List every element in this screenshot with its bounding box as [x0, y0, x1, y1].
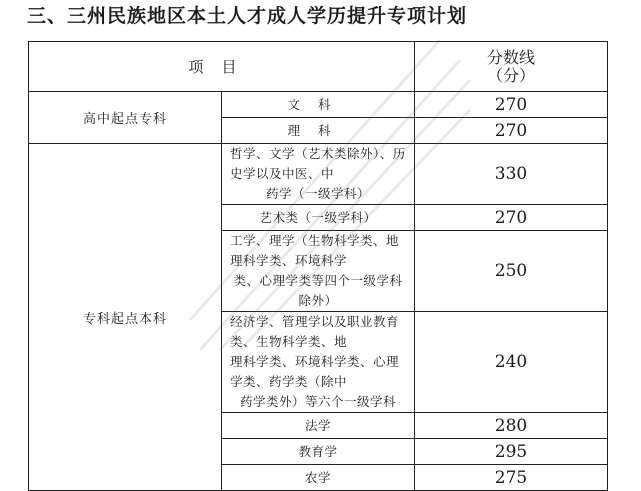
score-cell: 240 — [415, 312, 608, 413]
score-table — [28, 41, 608, 491]
subject-cell — [222, 144, 415, 205]
subject-line: 理科学类、环境科学类、心理学类、药学类（除中 — [230, 354, 400, 389]
table-row — [29, 144, 608, 205]
header-item-cell: 项目 — [29, 42, 415, 92]
subject-line: 类、心理学类等四个一级学科除外） — [233, 273, 403, 308]
subject-line: 哲学、文学（艺术类除外）、历史学以及中医、中 — [230, 146, 406, 181]
category-cell: 高中起点专科 — [29, 92, 222, 144]
header-score-cell — [415, 42, 608, 92]
score-cell: 275 — [415, 465, 608, 491]
subject-cell: 农学 — [222, 465, 415, 491]
subject-line: 工学、理学（生物科学类、地理科学类、环境科学 — [230, 233, 400, 268]
table-row — [29, 92, 608, 118]
subject-line: 药学（一级学科） — [265, 186, 370, 201]
score-cell: 280 — [415, 413, 608, 439]
subject-cell — [222, 312, 415, 413]
score-cell: 250 — [415, 231, 608, 312]
score-cell: 295 — [415, 439, 608, 465]
subject-cell: 理科 — [222, 118, 415, 144]
score-cell: 270 — [415, 92, 608, 118]
page-title: 三、三州民族地区本土人才成人学历提升专项计划 — [27, 5, 468, 27]
subject-cell: 艺术类（一级学科） — [222, 205, 415, 231]
table-header-row — [29, 42, 608, 92]
header-score-unit: （分） — [486, 65, 535, 85]
header-score-label: 分数线 — [486, 47, 535, 67]
score-cell: 330 — [415, 144, 608, 205]
subject-cell: 教育学 — [222, 439, 415, 465]
score-cell: 270 — [415, 205, 608, 231]
subject-cell: 法学 — [222, 413, 415, 439]
subject-line: 药学类外）等六个一级学科 — [239, 394, 396, 409]
category-cell: 专科起点本科 — [29, 144, 222, 491]
subject-cell — [222, 231, 415, 312]
subject-line: 经济学、管理学以及职业教育类、生物科学类、地 — [230, 314, 400, 349]
score-cell: 270 — [415, 118, 608, 144]
subject-cell: 文科 — [222, 92, 415, 118]
